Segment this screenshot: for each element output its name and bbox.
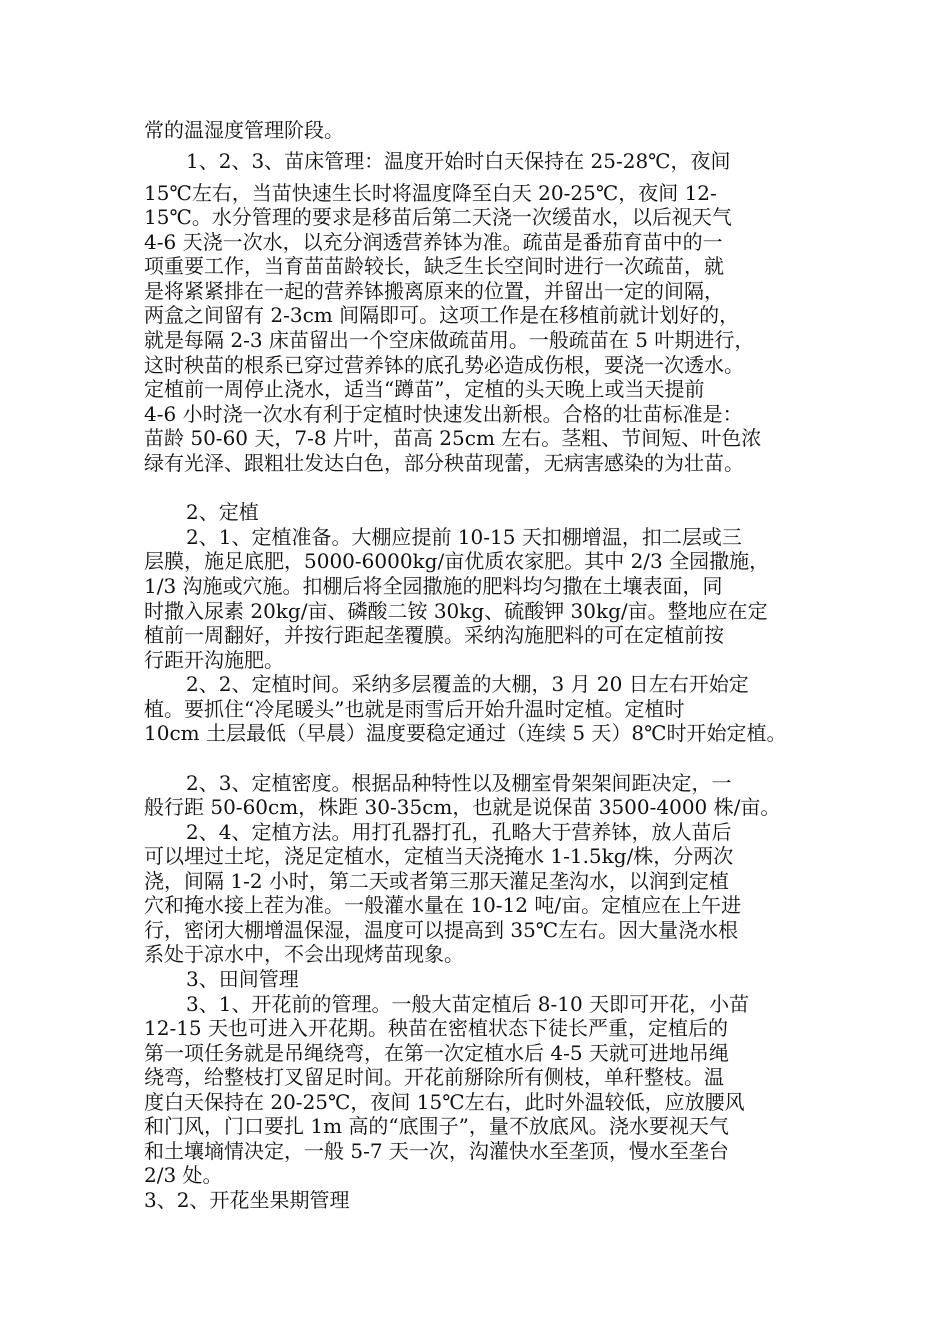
text-line: 1/3 沟施或穴施。扣棚后将全园撒施的肥料均匀撒在土壤表面，同 [144, 574, 723, 598]
text-line: 两盒之间留有 2-3cm 间隔即可。这项工作是在移植前就计划好的， [144, 303, 740, 327]
text-line: 系处于凉水中，不会出现烤苗现象。 [144, 942, 464, 966]
text-line: 3、1、开花前的管理。一般大苗定植后 8-10 天即可开花，小苗 [186, 992, 750, 1016]
text-line: 度白天保持在 20-25℃，夜间 15℃左右，此时外温较低，应放腰风 [144, 1090, 745, 1114]
text-line: 2、1、定植准备。大棚应提前 10-15 天扣棚增温，扣二层或三 [186, 525, 742, 549]
text-line: 植。要抓住“冷尾暖头”也就是雨雪后开始升温时定植。定植时 [144, 697, 685, 721]
text-line: 定植前一周停止浇水，适当“蹲苗”，定植的头天晚上或当天提前 [144, 377, 705, 401]
text-line: 行距开沟施肥。 [144, 648, 284, 672]
text-line: 项重要工作，当育苗苗龄较长，缺乏生长空间时进行一次疏苗，就 [144, 254, 724, 278]
text-line: 和土壤墒情决定，一般 5-7 天一次，沟灌快水至垄顶，慢水至垄台 [144, 1139, 729, 1163]
text-line: 和门风，门口要扎 1m 高的“底围子”，量不放底风。浇水要视天气 [144, 1114, 729, 1138]
text-line: 穴和掩水接上茬为准。一般灌水量在 10-12 吨/亩。定植应在上午进 [144, 893, 742, 917]
text-line: 4-6 小时浇一次水有利于定植时快速发出新根。合格的壮苗标准是： [144, 402, 743, 426]
text-line: 绿有光泽、跟粗壮发达白色，部分秧苗现蕾，无病害感染的为壮苗。 [144, 451, 744, 475]
text-line: 绕弯，给整枝打叉留足时间。开花前掰除所有侧枝，单秆整枝。温 [144, 1065, 724, 1089]
text-line: 苗龄 50-60 天，7-8 片叶，苗高 25cm 左右。茎粗、节间短、叶色浓 [144, 426, 762, 450]
text-line: 浇，间隔 1-2 小时，第二天或者第三那天灌足垄沟水，以润到定植 [144, 869, 729, 893]
text-line: 3、2、开花坐果期管理 [144, 1188, 350, 1212]
text-line: 2/3 处。 [144, 1163, 223, 1187]
text-line: 2、3、定植密度。根据品种特性以及棚室骨架架间距决定，一 [186, 771, 732, 795]
text-line: 这时秧苗的根系已穿过营养钵的底孔势必造成伤根，要浇一次透水。 [144, 353, 744, 377]
text-line: 层膜，施足底肥，5000-6000kg/亩优质农家肥。其中 2/3 全园撒施， [144, 549, 770, 573]
section-heading: 2、定植 [186, 500, 259, 524]
text-line: 15℃。水分管理的要求是移苗后第二天浇一次缓苗水，以后视天气 [144, 205, 732, 229]
text-line: 15℃左右，当苗快速生长时将温度降至白天 20-25℃，夜间 12- [144, 181, 717, 205]
text-line: 第一项任务就是吊绳绕弯，在第一次定植水后 4-5 天就可进地吊绳 [144, 1041, 729, 1065]
text-line: 时撒入尿素 20kg/亩、磷酸二铵 30kg、硫酸钾 30kg/亩。整地应在定 [144, 599, 768, 623]
text-line: 10cm 土层最低（早晨）温度要稳定通过（连续 5 天）8℃时开始定植。 [144, 721, 787, 745]
text-line: 般行距 50-60cm，株距 30-35cm，也就是说保苗 3500-4000 株/亩。 [144, 795, 781, 819]
text-line: 12-15 天也可进入开花期。秧苗在密植状态下徒长严重，定植后的 [144, 1016, 729, 1040]
text-line: 常的温湿度管理阶段。 [144, 118, 344, 142]
text-line: 4-6 天浇一次水，以充分润透营养钵为准。疏苗是番茄育苗中的一 [144, 230, 723, 254]
text-line: 植前一周翻好，并按行距起垄覆膜。采纳沟施肥料的可在定植前按 [144, 623, 724, 647]
text-line: 是将紧紧排在一起的营养钵搬离原来的位置，并留出一定的间隔， [144, 279, 724, 303]
text-line: 2、2、定植时间。采纳多层覆盖的大棚，3 月 20 日左右开始定 [186, 672, 749, 696]
text-line: 可以埋过土坨，浇足定植水，定植当天浇掩水 1-1.5kg/株，分两次 [144, 844, 734, 868]
text-line: 行，密闭大棚增温保湿，温度可以提高到 35℃左右。因大量浇水根 [144, 918, 739, 942]
text-line: 1、2、3、苗床管理：温度开始时白天保持在 25-28℃，夜间 [186, 149, 731, 173]
text-line: 2、4、定植方法。用打孔器打孔，孔略大于营养钵，放人苗后 [186, 820, 732, 844]
text-line: 就是每隔 2-3 床苗留出一个空床做疏苗用。一般疏苗在 5 叶期进行， [144, 328, 755, 352]
section-heading: 3、田间管理 [186, 967, 299, 991]
